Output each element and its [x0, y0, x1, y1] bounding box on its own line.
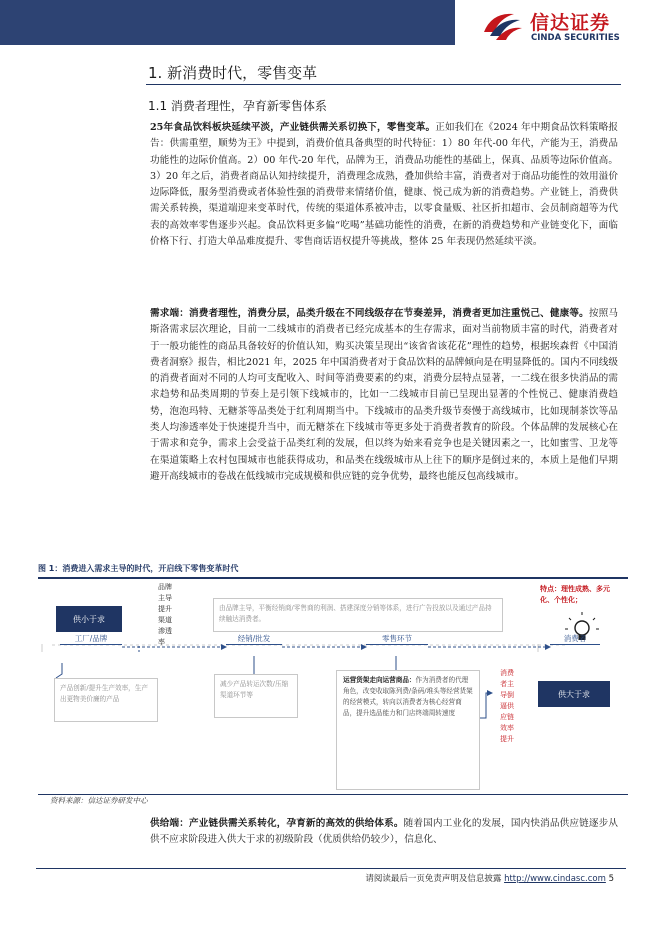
paragraph-1: [150, 120, 618, 250]
logo-text-en: CINDA SECURITIES: [531, 33, 620, 43]
figure-diagram: [38, 578, 628, 793]
distribution-note: 减少产品转运次数/压缩渠道环节等: [214, 674, 298, 718]
retail-note-body: 作为消费者的代理角色，改变收取陈列费/条码/堆头等经营货架的经营模式，转向以消费者为核心经营商品，提升选品能力和门店终端周转速度: [343, 676, 473, 717]
paragraph-3: [150, 816, 618, 849]
paragraph-1-lead: 25年食品饮料板块延续平淡，产业链供需关系切换下，零售变革。: [150, 122, 436, 133]
feature-note: 特点：理性成熟、多元化、个性化；: [540, 585, 610, 604]
footer-url-link[interactable]: http://www.cindasc.com: [504, 874, 606, 884]
stage-factory-brand: 工厂/品牌: [60, 633, 122, 645]
retail-note-lead: 运营货架走向运营商品：: [343, 676, 416, 684]
consumer-led-vertical-label: 消费者主导倒逼供应链效率提升: [500, 669, 514, 743]
paragraph-3-body: 随着国内工业化的发展，国内快消品供应链逐步从供不应求阶段进入供大于求的初级阶段（优质供给仍较少），信息化、: [150, 818, 619, 846]
supply-less-than-demand-box: 供小于求: [56, 606, 122, 632]
brand-led-vertical-label: 品牌主导提升渠道渗透率: [158, 583, 172, 646]
brand-led-note: 由品牌主导，平衡经销商/零售商的利润、搭建深度分销等体系，进行广告投放以及通过产品持续触达消费者。: [213, 598, 503, 632]
paragraph-2: [150, 306, 618, 485]
figure-source: 资料来源：信达证券研发中心: [50, 796, 148, 805]
paragraph-2-lead: 需求端：消费者理性，消费分层，品类升级在不同线级存在节奏差异，消费者更加注重悦己、健康等。: [150, 308, 589, 319]
footer-disclaimer: 请阅读最后一页免责声明及信息披露: [365, 874, 502, 884]
page-number: 5: [608, 874, 614, 884]
logo-emblem-icon: [480, 8, 524, 42]
factory-note: 产品创新/提升生产效率，生产出更物美价廉的产品: [54, 678, 158, 722]
paragraph-1-body: 正如我们在《2024 年中期食品饮料策略报告：供需重塑，顺势为王》中提到，消费价值具备典型的时代特征：1）80 年代-00 年代，产能为王，消费品功能性的边际价值高。2）00 年代-20 年代，品牌为王，消费品功能性的基础上，保真、品质等边际价值高。3）20 年之后，消费者商品认知持续提升，消费理念成熟，叠加供给丰富，消费者对于商品功能性的效用溢价边际降低，服务型消费或者体验性强的消费带来情绪价值，健康、悦己成为新的消费趋势。产业链上，消费供需关系转换，渠道端迎来变革时代，传统的渠道体系被冲击，以零食量贩、社区折扣超市、会员制商超等为代表的高效率零售逐步兴起。食品饮料更多偏“吃喝”基础功能性的消费，在新的消费趋势和产业链变化下，面临价格下行、打造大单品难度提升、零售商话语权提升等挑战，整体 25 年表现仍然延续平淡。: [150, 122, 618, 248]
header-band: [0, 0, 455, 45]
logo-text-cn: 信达证券: [530, 12, 611, 34]
footer: [365, 872, 614, 884]
supply-exceeds-demand-box: 供大于求: [538, 681, 610, 707]
paragraph-3-lead: 供给端：产业链供需关系转化，孕育新的高效的供给体系。: [150, 818, 404, 829]
figure-title: 图 1：消费进入需求主导的时代，开启线下零售变革时代: [38, 564, 239, 573]
retail-operations-note: [336, 670, 480, 790]
stage-distribution: 经销/批发: [226, 633, 282, 645]
stage-consumer: 消费者: [550, 633, 600, 645]
stage-retail: 零售环节: [366, 633, 428, 645]
cinda-logo: [480, 8, 655, 44]
subsection-heading: 1.1 消费者理性，孕育新零售体系: [148, 99, 327, 113]
heading-rule: [146, 84, 621, 85]
paragraph-2-body: 按照马斯洛需求层次理论，目前一二线城市的消费者已经完成基本的生存需求，面对当前物质丰富的时代，消费者对于一般功能性的商品具备较好的价值认知，购买决策呈现出“该省省该花花”理性的趋势，根据埃森哲《中国消费者洞察》报告，相比2021 年，2025 年中国消费者对于食品饮料的品牌倾向是在明显降低的。国内不同线级的消费者面对不同的人均可支配收入、时间等消费要素的约束，消费分层特点显著，一二线在很多快消品的需求趋势和品类周期的节奏上是引领下线城市的，比如一二线城市目前已呈现出显著的个性悦己、健康消费趋势，泡泡玛特、无糖茶等品类处于红利周期当中。下线城市的品类升级节奏慢于高线城市，比如现制茶饮等品类人均渗透率处于快速提升当中，而无糖茶在下线城市等更多处于消费者教育的阶段。个体品牌的发展核心在于需求和竞争，需求上会受益于品类红利的发展，但以终为始来看竞争也是关键因素之一，比如蜜雪、卫龙等在渠道策略上农村包围城市也能获得成功，和品类在线级城市从上往下的顺序是倒过来的，本质上是他们早期避开高线城市的卷战在低线城市完成规模和供应链的竞争优势，最终也能反包高线城市。: [150, 308, 619, 482]
footer-rule: [36, 868, 626, 869]
section-heading: 1. 新消费时代，零售变革: [148, 64, 318, 82]
